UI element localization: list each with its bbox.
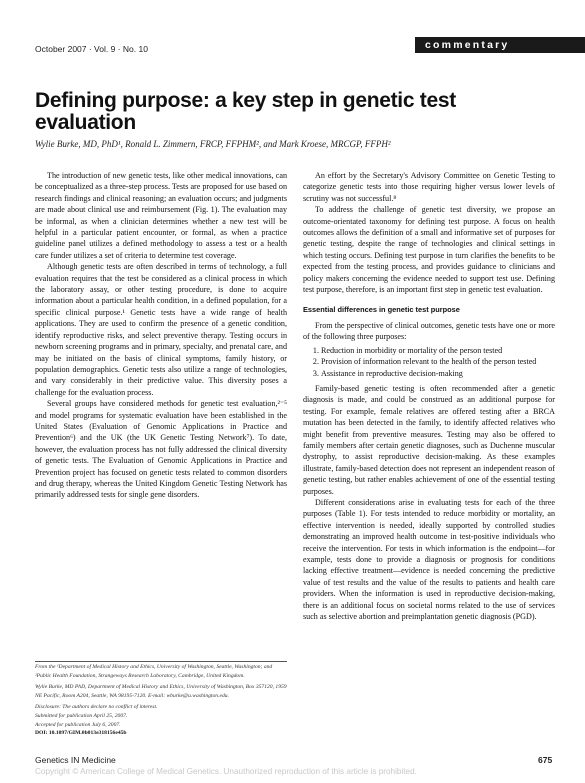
list-item: 3. Assistance in reproductive decision-making: [321, 368, 555, 379]
list-item: 2. Provision of information relevant to the health of the person tested: [321, 356, 555, 367]
body-paragraph: Several groups have considered methods for genetic test evaluation,²⁻⁵ and model programs for systematic evaluation have been established in the United States (Evaluation of Genomic Applications in Practice and Prevention⁶) and the UK (the UK Genetic Testing Network⁷). To date, however, the evaluation process has not fully addressed the clinical diversity of genetic tests. The Evaluation of Genomic Applications in Practice and Prevention project has focused on genetic tests related to common disorders and drug therapy, whereas the United Kingdom Genetic Testing Network has primarily addressed tests for single gene disorders.: [35, 399, 287, 500]
body-paragraph: The introduction of new genetic tests, like other medical innovations, can be conceptualized as a three-step process. Tests are proposed for use based on research findings and clinical reasoning; an evaluation occurs; and judgments are made about clinical use and reimbursement (Fig. 1). The evaluation may be informal, as when a clinician determines whether a new test will be helpful in a particular patient encounter, or formal, as when a practice guideline panel utilizes a defined methodology to assess a test or a health care funder utilizes a set of criteria to determine test coverage.: [35, 171, 287, 260]
footnotes: [35, 663, 287, 738]
copyright-watermark: Copyright © American College of Medical Genetics. Unauthorized reproduction of this article is prohibited.: [35, 767, 417, 776]
body-paragraph: Although genetic tests are often described in terms of technology, a full evaluation requires that the test be considered as a clinical process in which the laboratory assay, or other testing procedure, is done to acquire information about a particular health condition, in a defined population, for a specific clinical purpose.¹ Genetic tests have a wide range of health applications. They are used to confirm the presence of a genetic condition, identify reproductive risks, and select preventive therapy. Testing occurs in newborn screening programs and in primary, specialty, and prenatal care, and may be initiated on the basis of clinical symptoms, family history, or population demographics. Genetic tests also utilize a range of technologies, and vary considerably in their predictive value. This diversity poses a challenge for the evaluation process.: [35, 262, 287, 397]
journal-name: Genetics IN Medicine: [35, 755, 116, 765]
submitted-note: Submitted for publication April 25, 2007.: [35, 712, 128, 719]
footnote-divider: [35, 661, 287, 662]
list-item: 1. Reduction in morbidity or mortality of the person tested: [321, 345, 555, 356]
issue-info: October 2007 · Vol. 9 · No. 10: [35, 44, 148, 54]
section-heading: Essential differences in genetic test purpose: [303, 305, 460, 315]
affiliations-note: From the ¹Department of Medical History and Ethics, University of Washington, Seattle, Washington; and ²Public Health Foundation, Strangeways Research Laboratory, Cambridge, United Kingdom.: [35, 664, 273, 679]
accepted-note: Accepted for publication July 6, 2007.: [35, 721, 121, 728]
article-title: Defining purpose: a key step in genetic test evaluation: [35, 89, 456, 134]
body-paragraph: To address the challenge of genetic test diversity, we propose an outcome-orientated taxonomy for defining test purpose. A focus on health outcomes allows the definition of a small and informative set of purposes for genetic testing, despite the range of technologies and clinical settings in which testing occurs. Defining test purpose in turn clarifies the benefits to be expected from the testing process, and provides guidance to clinicians and policy makers concerning the evidence needed to support test use. Defining test purpose, therefore, is an important first step in genetic test evaluation.: [303, 205, 555, 295]
purpose-list: [303, 345, 555, 379]
page-number: 675: [538, 755, 553, 765]
left-column: [35, 170, 287, 501]
body-paragraph: Family-based genetic testing is often recommended after a genetic diagnosis is made, and could be construed as an additional purpose for testing. For example, female relatives are offered testing after a BRCA mutation has been detected in the family, to identify affected relatives who might benefit from preventive measures. Testing may also be offered to family members after certain genetic diagnoses, such as Duchenne muscular dystrophy, to assist reproductive decision-making. As these examples illustrate, family-based detection does not represent an independent reason of genetic testing, but rather enables achievement of one of the essential testing purposes.: [303, 383, 555, 496]
right-column: [303, 170, 555, 622]
section-label: commentary: [425, 39, 510, 51]
body-paragraph: From the perspective of clinical outcomes, genetic tests have one or more of the following three purposes:: [303, 320, 555, 342]
body-paragraph: An effort by the Secretary's Advisory Committee on Genetic Testing to categorize genetic tests into those requiring higher versus lower levels of scrutiny was not successful.⁸: [303, 171, 555, 203]
correspondence-note: Wylie Burke, MD PhD, Department of Medical History and Ethics, University of Washington, Box 357120, 1959 NE Pacific, Room A204, Seattle, WA 98195-7120. E-mail: wburke@u.washington.edu.: [35, 684, 287, 699]
author-list: Wylie Burke, MD, PhD¹, Ronald L. Zimmern, FRCP, FFPHM², and Mark Kroese, MRCGP, FFPH²: [35, 139, 391, 149]
body-paragraph: Different considerations arise in evaluating tests for each of the three purposes (Table 1). For tests intended to reduce morbidity or mortality, an effective intervention is needed, ideally supported by controlled studies demonstrating an improved health outcome in test-positive individuals who receive the intervention. For tests in which information is the endpoint—for example, tests done to provide a diagnosis or prognosis for conditions lacking effective treatment—evidence is needed concerning the predictive value of test results and the value of the results to patients and health care providers. When the information is used in reproductive decision-making, there is an additional focus on societal norms related to the use of services such as selective abortion and preimplantation genetic diagnosis (PGD).: [303, 497, 555, 622]
disclosure-note: Disclosure: The authors declare no conflict of interest.: [35, 704, 158, 711]
doi-link[interactable]: DOI: 10.1097/GIM.0b013e318156e45b: [35, 730, 127, 737]
section-banner: [415, 37, 585, 53]
